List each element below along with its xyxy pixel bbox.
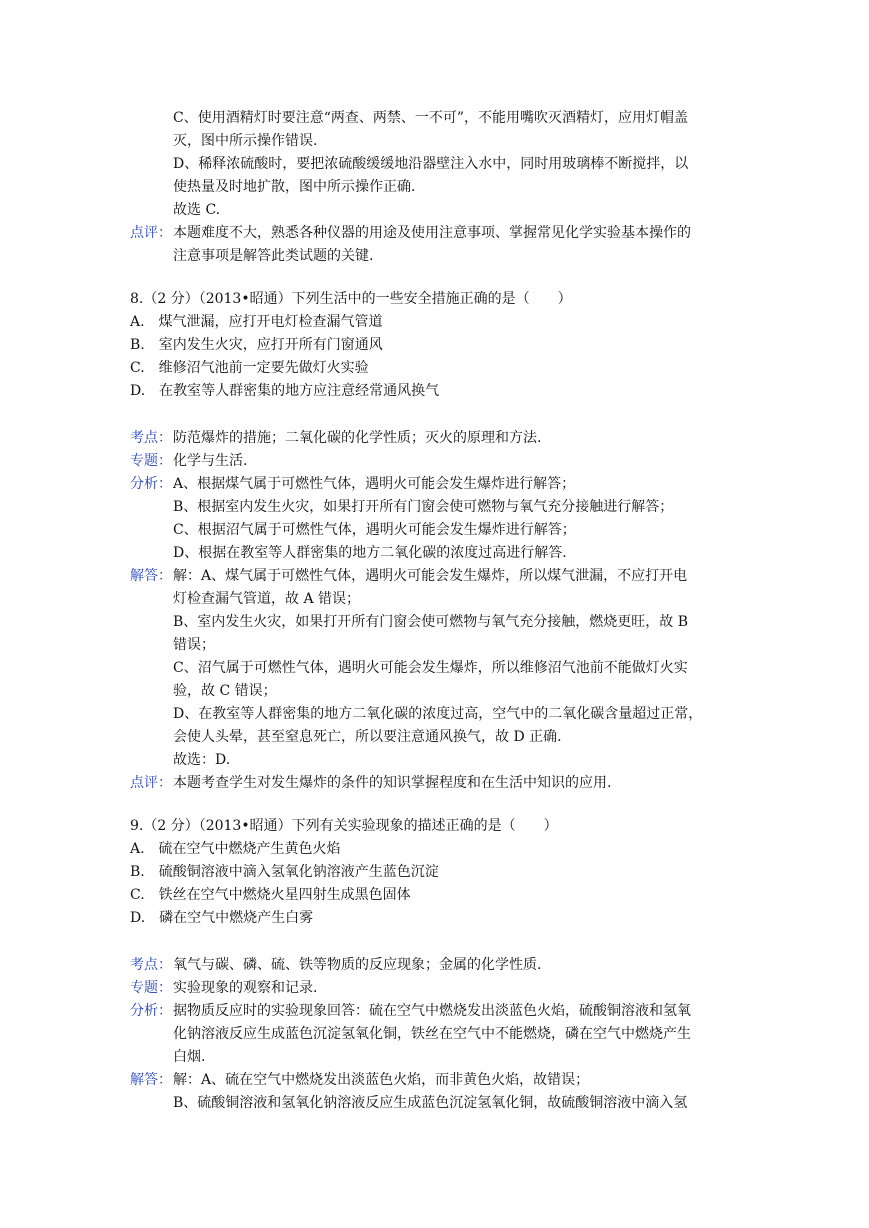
- q8-jieda-line1: 解：A、煤气属于可燃性气体，遇明火可能会发生爆炸，所以煤气泄漏，不应打开电: [173, 568, 688, 584]
- prev-analysis-d-line1: D、稀释浓硫酸时，要把浓硫酸缓缓地沿器壁注入水中，同时用玻璃棒不断搅拌，以: [173, 156, 689, 172]
- q8-dianping: 本题考查学生对发生爆炸的条件的知识掌握程度和在生活中知识的应用.: [173, 775, 612, 791]
- q8-jieda-line9: 故选：D.: [173, 752, 231, 768]
- q8-option-b: B. 室内发生火灾，应打开所有门窗通风: [130, 337, 383, 353]
- q8-fenxi-line1: A、根据煤气属于可燃性气体，遇明火可能会发生爆炸进行解答；: [173, 476, 576, 492]
- prev-analysis-d-line2: 使热量及时地扩散，图中所示操作正确.: [173, 179, 416, 195]
- q9-jieda-line2: B、硫酸铜溶液和氢氧化钠溶液反应生成蓝色沉淀氢氧化铜，故硫酸铜溶液中滴入氢: [173, 1095, 688, 1111]
- q8-jieda-line2: 灯检查漏气管道，故 A 错误；: [173, 591, 361, 607]
- q8-option-c: C. 维修沼气池前一定要先做灯火实验: [130, 360, 369, 376]
- prev-comment-line2: 注意事项是解答此类试题的关键.: [173, 248, 374, 264]
- q8-jieda-label: 解答：: [130, 568, 172, 584]
- prev-analysis-choice: 故选 C.: [173, 202, 221, 218]
- q8-fenxi-line3: C、根据沼气属于可燃性气体，遇明火可能会发生爆炸进行解答；: [173, 522, 576, 538]
- q8-jieda-line5: C、沼气属于可燃性气体，遇明火可能会发生爆炸，所以维修沼气池前不能做灯火实: [173, 660, 688, 676]
- prev-comment-label: 点评：: [130, 225, 172, 241]
- q8-kaodian-label: 考点：: [130, 430, 172, 446]
- q8-jieda-line7: D、在教室等人群密集的地方二氧化碳的浓度过高，空气中的二氧化碳含量超过正常，: [173, 706, 703, 722]
- q8-zhuanti: 化学与生活.: [173, 453, 248, 469]
- q8-stem: 8.（2 分）（2013•昭通）下列生活中的一些安全措施正确的是（ ）: [130, 291, 572, 307]
- q8-option-d: D. 在教室等人群密集的地方应注意经常通风换气: [130, 383, 440, 399]
- q8-jieda-line8: 会使人头晕，甚至窒息死亡，所以要注意通风换气，故 D 正确.: [173, 729, 562, 745]
- q9-fenxi-label: 分析：: [130, 1003, 172, 1019]
- q9-option-c: C. 铁丝在空气中燃烧火星四射生成黑色固体: [130, 887, 411, 903]
- q8-jieda-line3: B、室内发生火灾，如果打开所有门窗会使可燃物与氧气充分接触，燃烧更旺，故 B: [173, 614, 689, 630]
- q9-fenxi-line3: 白烟.: [173, 1049, 206, 1065]
- prev-comment-line1: 本题难度不大，熟悉各种仪器的用途及使用注意事项、掌握常见化学实验基本操作的: [173, 225, 691, 241]
- q9-option-d: D. 磷在空气中燃烧产生白雾: [130, 910, 314, 926]
- q9-zhuanti-label: 专题：: [130, 980, 172, 996]
- q8-fenxi-line4: D、根据在教室等人群密集的地方二氧化碳的浓度过高进行解答.: [173, 545, 567, 561]
- q9-option-a: A. 硫在空气中燃烧产生黄色火焰: [130, 841, 341, 857]
- q8-jieda-line6: 验，故 C 错误；: [173, 683, 277, 699]
- q9-jieda-label: 解答：: [130, 1072, 172, 1088]
- prev-analysis-c-line1: C、使用酒精灯时要注意“两查、两禁、一不可”，不能用嘴吹灭酒精灯，应用灯帽盖: [173, 110, 689, 126]
- q8-fenxi-line2: B、根据室内发生火灾，如果打开所有门窗会使可燃物与氧气充分接触进行解答；: [173, 499, 674, 515]
- q9-stem: 9.（2 分）（2013•昭通）下列有关实验现象的描述正确的是（ ）: [130, 818, 558, 834]
- q9-fenxi-line1: 据物质反应时的实验现象回答：硫在空气中燃烧发出淡蓝色火焰，硫酸铜溶液和氢氧: [173, 1003, 691, 1019]
- q8-dianping-label: 点评：: [130, 775, 172, 791]
- q8-zhuanti-label: 专题：: [130, 453, 172, 469]
- q9-zhuanti: 实验现象的观察和记录.: [173, 980, 318, 996]
- q8-option-a: A. 煤气泄漏，应打开电灯检查漏气管道: [130, 314, 383, 330]
- q8-kaodian: 防范爆炸的措施；二氧化碳的化学性质；灭火的原理和方法.: [173, 430, 542, 446]
- q9-kaodian-label: 考点：: [130, 957, 172, 973]
- prev-analysis-c-line2: 灭，图中所示操作错误.: [173, 133, 318, 149]
- q9-option-b: B. 硫酸铜溶液中滴入氢氧化钠溶液产生蓝色沉淀: [130, 864, 439, 880]
- q9-jieda-line1: 解：A、硫在空气中燃烧发出淡蓝色火焰，而非黄色火焰，故错误；: [173, 1072, 590, 1088]
- q8-fenxi-label: 分析：: [130, 476, 172, 492]
- q9-fenxi-line2: 化钠溶液反应生成蓝色沉淀氢氧化铜，铁丝在空气中不能燃烧，磷在空气中燃烧产生: [173, 1026, 691, 1042]
- q9-kaodian: 氧气与碳、磷、硫、铁等物质的反应现象；金属的化学性质.: [173, 957, 542, 973]
- q8-jieda-line4: 错误；: [173, 637, 215, 653]
